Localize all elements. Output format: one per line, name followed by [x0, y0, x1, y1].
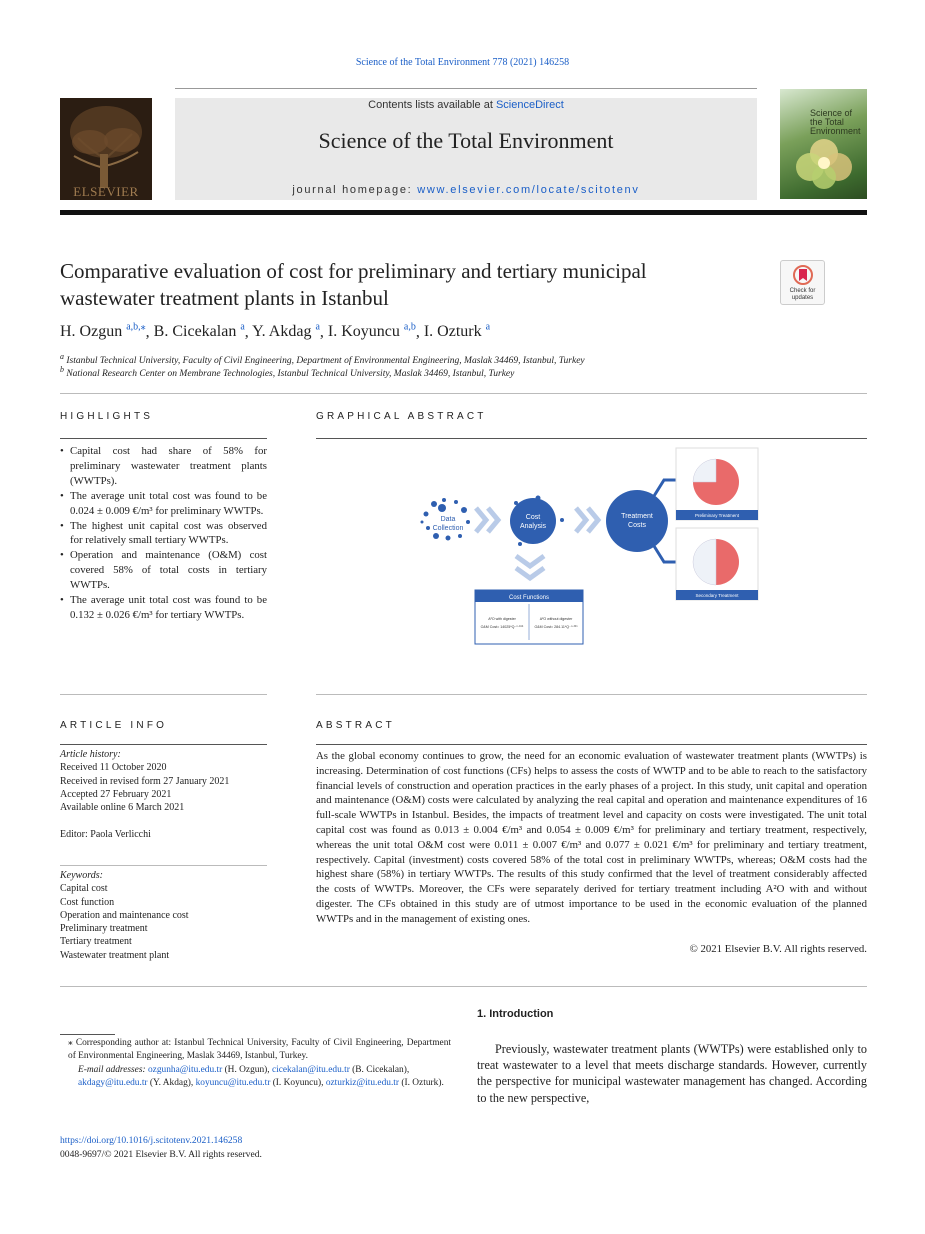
article-title-line-1: Comparative evaluation of cost for preliminary and tertiary municipal — [60, 259, 647, 283]
email-line — [60, 1064, 451, 1091]
author[interactable] — [424, 323, 490, 340]
footnotes — [60, 1037, 451, 1090]
panel-prelim-label: Preliminary Treatment — [694, 513, 740, 518]
journal-masthead — [175, 98, 757, 200]
author-affil-mark[interactable]: a — [485, 322, 491, 333]
affiliation-b — [60, 365, 514, 379]
cf-right-line1: A²O without digester — [539, 617, 573, 621]
author-list: H. Ozgun $^{a,b,⁎}$, B. Cicekalan $^a$, Y. Akdag $^a$, I. Koyuncu $^{a,b}$, I. Ozturk $^a$ — [60, 322, 491, 341]
editor-line: Editor: Paola Verlicchi — [60, 829, 151, 840]
email-link[interactable]: ozgunha@itu.edu.tr — [147, 1064, 223, 1075]
node-cost-analysis — [510, 498, 556, 544]
elsevier-logo[interactable] — [60, 98, 152, 200]
graphical-abstract-figure[interactable] — [416, 440, 766, 655]
cf-left-line1: A²O with digester — [488, 617, 516, 621]
history-online: Available online 6 March 2021 — [60, 802, 185, 814]
node-cost-line2: Analysis — [519, 523, 547, 530]
author-affil-mark[interactable]: a — [315, 322, 320, 333]
author[interactable] — [252, 323, 320, 340]
affiliation-mark: a — [60, 352, 64, 361]
article-info-heading: ARTICLE INFO — [60, 720, 168, 731]
homepage-prefix: journal homepage: — [292, 184, 418, 196]
highlight-item: • Operation and maintenance (O&M) cost covered 58% of total costs in tertiary WWTPs. — [60, 548, 267, 593]
node-data-line2: Collection — [432, 525, 464, 532]
doi-link[interactable]: https://doi.org/10.1016/j.scitotenv.2021.146258 — [60, 1135, 243, 1146]
author-name[interactable]: Y. Akdag — [252, 323, 312, 341]
node-treatment-costs — [606, 490, 668, 552]
author-name[interactable]: I. Koyuncu — [327, 323, 400, 341]
author-name[interactable]: I. Ozturk — [423, 323, 482, 341]
keywords-block — [60, 869, 189, 962]
node-data-line1: Data — [440, 516, 456, 523]
keyword: Wastewater treatment plant — [60, 949, 170, 961]
keyword: Tertiary treatment — [60, 936, 132, 948]
email-link[interactable]: cicekalan@itu.edu.tr — [271, 1064, 350, 1075]
keyword: Operation and maintenance cost — [60, 909, 189, 921]
header-rule — [175, 88, 757, 89]
highlight-item: • Capital cost had share of 58% for preliminary wastewater treatment plants (WWTPs). — [60, 444, 267, 489]
author-name[interactable]: B. Cicekalan — [153, 323, 237, 341]
email-link[interactable]: ozturkiz@itu.edu.tr — [325, 1077, 400, 1088]
cost-functions-title: Cost Functions — [508, 595, 550, 601]
introduction-text: Previously, wastewater treatment plants (WWTPs) were established only to treat wastewater to a level that meets discharge standards. However, currently the perspective for municipal wastewater management has changed. According to the new perspective, — [477, 1042, 867, 1105]
journal-title: Science of the Total Environment — [318, 128, 614, 153]
keyword: Capital cost — [60, 883, 108, 895]
email-owner: (I. Koyuncu), — [272, 1077, 324, 1088]
email-label: E-mail addresses: — [78, 1064, 146, 1075]
email-owner: (I. Ozturk). — [401, 1077, 444, 1088]
highlights-bottom-rule — [60, 694, 267, 695]
chevron-down-icon — [516, 556, 544, 578]
affiliation-divider — [60, 393, 867, 394]
email-link[interactable]: koyuncu@itu.edu.tr — [195, 1077, 271, 1088]
keyword: Preliminary treatment — [60, 923, 148, 935]
panel-secondary-label: Secondary Treatment — [695, 593, 739, 598]
author-affil-mark[interactable]: a — [240, 322, 245, 333]
homepage-line — [175, 184, 757, 196]
front-matter-divider — [60, 986, 867, 987]
contents-line — [175, 98, 757, 111]
keywords-label: Keywords: — [60, 870, 103, 881]
cover-flower-icon — [792, 133, 856, 191]
author[interactable] — [328, 323, 416, 340]
publisher-logo-text: ELSEVIER — [73, 184, 139, 199]
cfu-line-2: updates — [791, 294, 814, 301]
bookmark-icon — [793, 265, 813, 287]
highlights-list — [60, 444, 267, 623]
author[interactable] — [154, 323, 245, 340]
chevron-right-icon — [476, 508, 498, 532]
check-for-updates-button[interactable] — [780, 260, 825, 305]
chevron-right-icon — [576, 508, 598, 532]
contents-prefix: Contents lists available at — [368, 99, 496, 111]
graphical-abstract-rule — [316, 438, 867, 439]
author[interactable] — [60, 323, 146, 340]
history-received: Received 11 October 2020 — [60, 762, 167, 774]
article-title — [60, 258, 760, 312]
abstract-heading: ABSTRACT — [316, 720, 395, 731]
homepage-link[interactable]: www.elsevier.com/locate/scitotenv — [417, 184, 640, 196]
corresponding-author-note: ⁎ Corresponding author at: Istanbul Technical University, Faculty of Civil Engineering, Department of Environmental Engineering, Maslak 34469, Istanbul, Turkey. — [68, 1038, 451, 1062]
highlights-rule — [60, 438, 267, 439]
issn-line: 0048-9697/© 2021 Elsevier B.V. All rights reserved. — [60, 1148, 262, 1160]
email-link[interactable]: akdagy@itu.edu.tr — [78, 1077, 148, 1088]
author-name[interactable]: H. Ozgun — [60, 323, 123, 341]
article-title-line-2: wastewater treatment plants in Istanbul — [60, 286, 389, 310]
cfu-line-1: Check for — [789, 288, 816, 294]
article-info-rule — [60, 744, 267, 745]
footnote-rule — [60, 1034, 115, 1035]
node-treat-line1: Treatment — [621, 513, 653, 520]
cover-title: Science of the Total Environment — [810, 108, 861, 136]
sciencedirect-link[interactable]: ScienceDirect — [495, 99, 564, 111]
check-for-updates-label — [781, 288, 824, 301]
highlight-item: • The average unit total cost was found to be 0.132 ± 0.026 €/m³ for tertiary WWTPs. — [60, 593, 267, 623]
highlight-item: • The average unit total cost was found to be 0.024 ± 0.009 €/m³ for preliminary WWTPs. — [60, 489, 267, 519]
highlights-heading: HIGHLIGHTS — [60, 411, 154, 422]
abstract-rule — [316, 744, 867, 745]
author-affil-mark[interactable]: a,b,⁎ — [126, 322, 146, 333]
affiliation-mark: b — [60, 365, 64, 374]
history-label: Article history: — [60, 749, 121, 760]
keyword: Cost function — [60, 896, 115, 908]
doi-block — [60, 1134, 262, 1161]
author-affil-mark[interactable]: a,b — [403, 322, 416, 333]
affiliation-text: Istanbul Technical University, Faculty of Civil Engineering, Department of Environmental Engineering, Maslak 34469, Istanbul, Turkey — [66, 356, 585, 367]
cf-left-line2: O&M Cost= 14025*Q⁻⁰·⁶⁶⁶ — [480, 625, 524, 629]
email-owner: (H. Ozgun), — [224, 1064, 270, 1075]
email-owner: (Y. Akdag), — [149, 1077, 194, 1088]
highlight-item: • The highest unit capital cost was observed for relatively small tertiary WWTPs. — [60, 519, 267, 549]
history-accepted: Accepted 27 February 2021 — [60, 788, 172, 800]
graphical-abstract-bottom-rule — [316, 694, 867, 695]
cf-right-line2: O&M Cost= 284.11*Q⁻⁰·³⁹¹ — [534, 625, 578, 629]
affiliation-text: National Research Center on Membrane Technologies, Istanbul Technical University, Maslak 34469, Istanbul, Turkey — [66, 369, 515, 380]
journal-cover-image[interactable] — [780, 89, 867, 199]
history-revised: Received in revised form 27 January 2021 — [60, 775, 230, 787]
graphical-abstract-heading: GRAPHICAL ABSTRACT — [316, 411, 487, 422]
journal-citation[interactable]: Science of the Total Environment 778 (2021) 146258 — [355, 57, 570, 68]
header-thick-rule — [60, 210, 867, 215]
node-cost-line1: Cost — [525, 514, 541, 521]
introduction-heading: 1. Introduction — [477, 1008, 554, 1020]
article-history — [60, 748, 229, 814]
email-owner: (B. Cicekalan), — [352, 1064, 410, 1075]
keywords-rule — [60, 865, 267, 866]
node-treat-line2: Costs — [628, 522, 646, 529]
abstract-text: As the global economy continues to grow, the need for an economic evaluation of wastewater treatment plants (WWTPs) is increasing. Determination of cost functions (CFs) helps to assess the costs of WWTP and to be able to reach to the satisfactory financial levels of construction and operation practices in the early phases of a project. In this study, unit capital and operation and maintenance (O&M) costs were calculated by analyzing the real capital and operation and maintenance expenditures of 16 full-scale WWTPs in Istanbul. Besides, the impacts of treatment level and capacity on costs were investigated. The unit total capital cost was found as 0.013 ± 0.004 €/m³ and 0.054 ± 0.009 €/m³ for preliminary and tertiary treatment, respectively, whereas the unit total O&M cost were 0.011 ± 0.007 €/m³ and 0.077 ± 0.021 €/m³ for preliminary and tertiary treatment, respectively. Capital (investment) costs covered 58% of the total cost in preliminary WWTPs, whereas; O&M costs had the highest share (58%) in tertiary WWTPs. The results of this study confirmed that the level of treatment considerably affected the costs of WWTPs. Moreover, the CFs were separately derived for tertiary treatment including A²O with and without digester. The CFs obtained in this study are of utmost importance to be used in the economic evaluation of the planned WWTPs and in the management of existing ones. — [316, 750, 867, 925]
abstract-copyright: © 2021 Elsevier B.V. All rights reserved. — [689, 943, 867, 955]
